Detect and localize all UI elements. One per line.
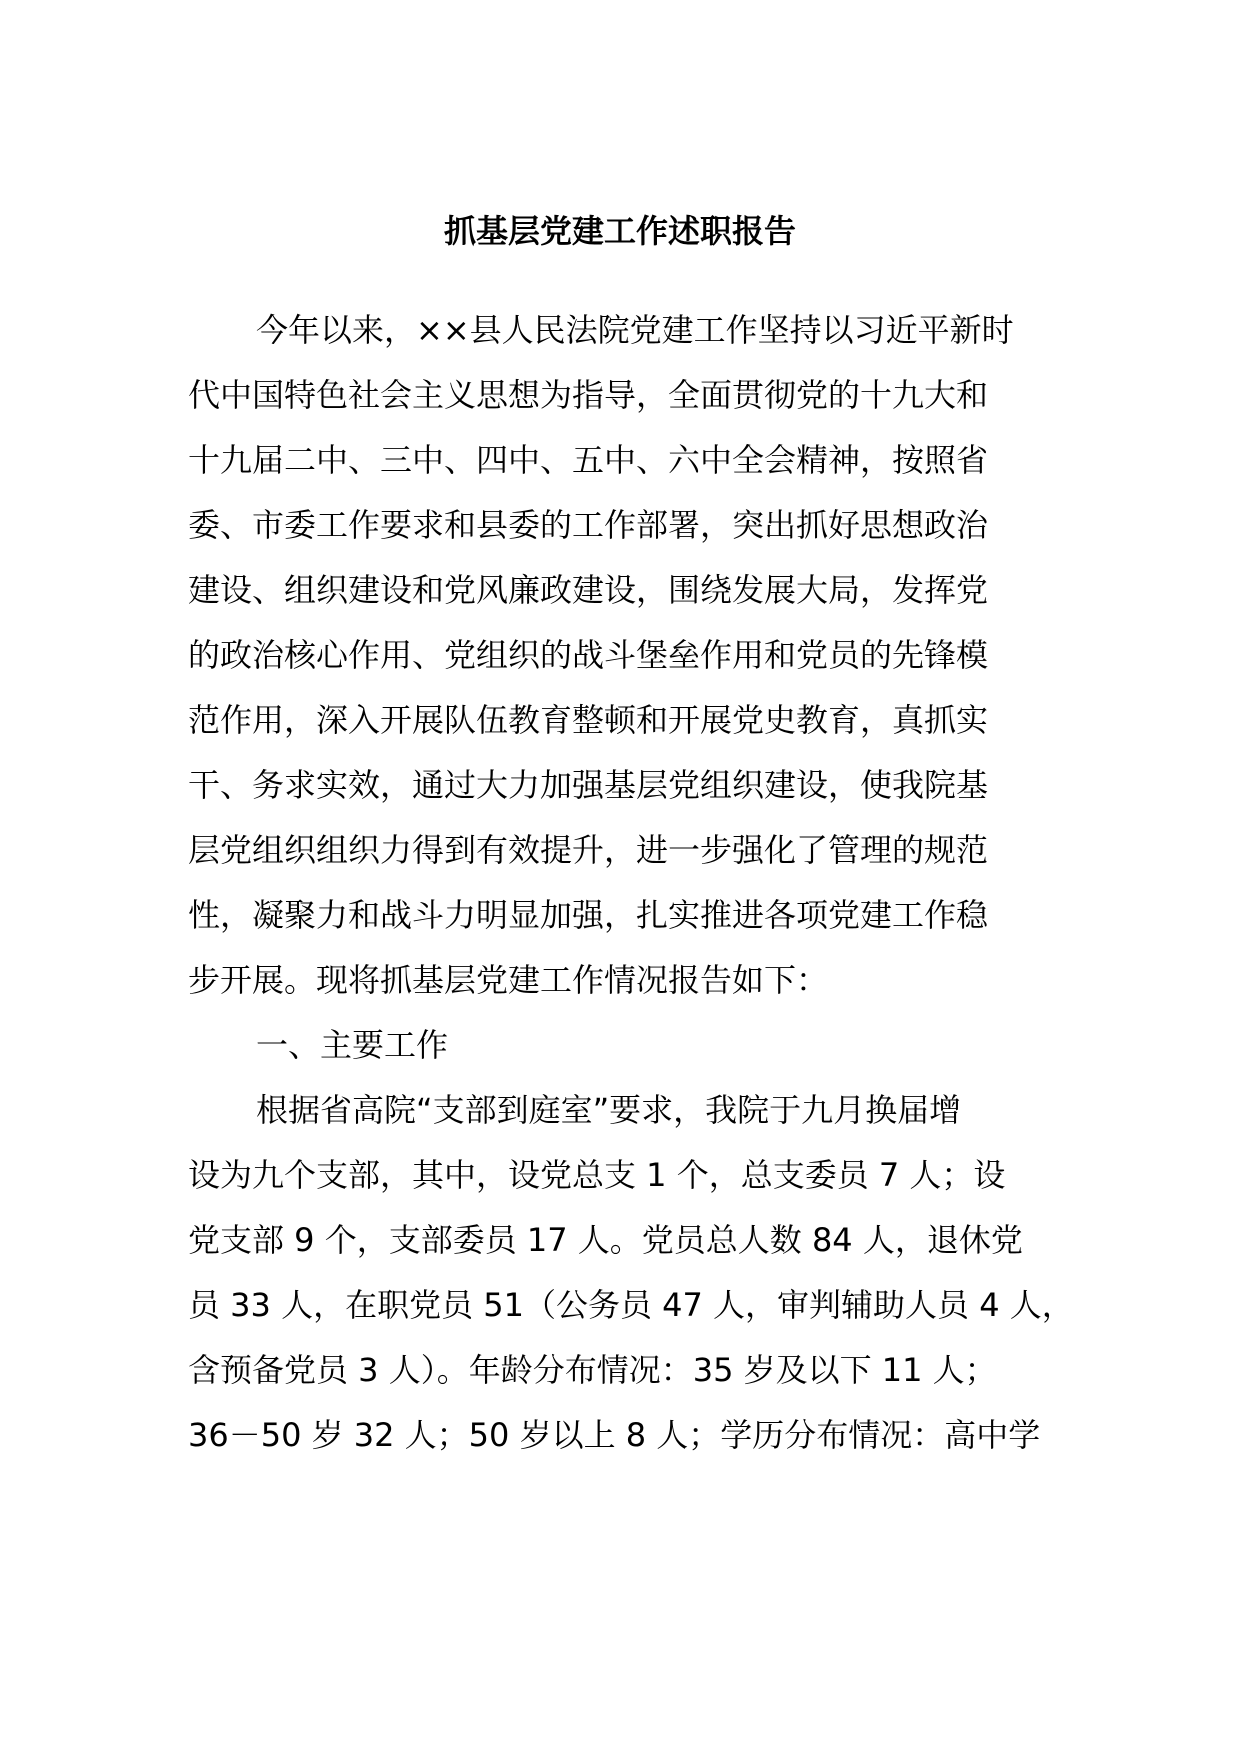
paragraph-line: 代中国特色社会主义思想为指导，全面贯彻党的十九大和 xyxy=(188,376,989,414)
paragraph-line: 党支部 9 个，支部委员 17 人。党员总人数 84 人，退休党 xyxy=(188,1221,1023,1259)
paragraph-line: 建设、组织建设和党风廉政建设，围绕发展大局，发挥党 xyxy=(188,571,989,609)
paragraph-line: 范作用，深入开展队伍教育整顿和开展党史教育，真抓实 xyxy=(188,701,989,739)
paragraph-line: 设为九个支部，其中，设党总支 1 个，总支委员 7 人；设 xyxy=(188,1156,1006,1194)
paragraph-line: 根据省高院“支部到庭室”要求，我院于九月换届增 xyxy=(256,1091,962,1129)
paragraph-line: 36－50 岁 32 人；50 岁以上 8 人；学历分布情况：高中学 xyxy=(188,1416,1041,1454)
paragraph-line: 步开展。现将抓基层党建工作情况报告如下： xyxy=(188,961,829,999)
paragraph-line: 的政治核心作用、党组织的战斗堡垒作用和党员的先锋模 xyxy=(188,636,989,674)
document-body xyxy=(188,298,1088,1468)
paragraph-line: 今年以来，××县人民法院党建工作坚持以习近平新时 xyxy=(256,311,1014,349)
paragraph-line: 含预备党员 3 人）。年龄分布情况：35 岁及以下 11 人； xyxy=(188,1351,997,1389)
paragraph-line: 员 33 人，在职党员 51（公务员 47 人，审判辅助人员 4 人， xyxy=(188,1286,1074,1324)
document-title: 抓基层党建工作述职报告 xyxy=(443,212,796,250)
paragraph-line: 十九届二中、三中、四中、五中、六中全会精神，按照省 xyxy=(188,441,989,479)
paragraph-line: 干、务求实效，通过大力加强基层党组织建设，使我院基 xyxy=(188,766,989,804)
paragraph-line: 性，凝聚力和战斗力明显加强，扎实推进各项党建工作稳 xyxy=(188,896,989,934)
section-heading: 一、主要工作 xyxy=(256,1026,449,1064)
paragraph-line: 层党组织组织力得到有效提升，进一步强化了管理的规范 xyxy=(188,831,989,869)
paragraph-line: 委、市委工作要求和县委的工作部署，突出抓好思想政治 xyxy=(188,506,989,544)
